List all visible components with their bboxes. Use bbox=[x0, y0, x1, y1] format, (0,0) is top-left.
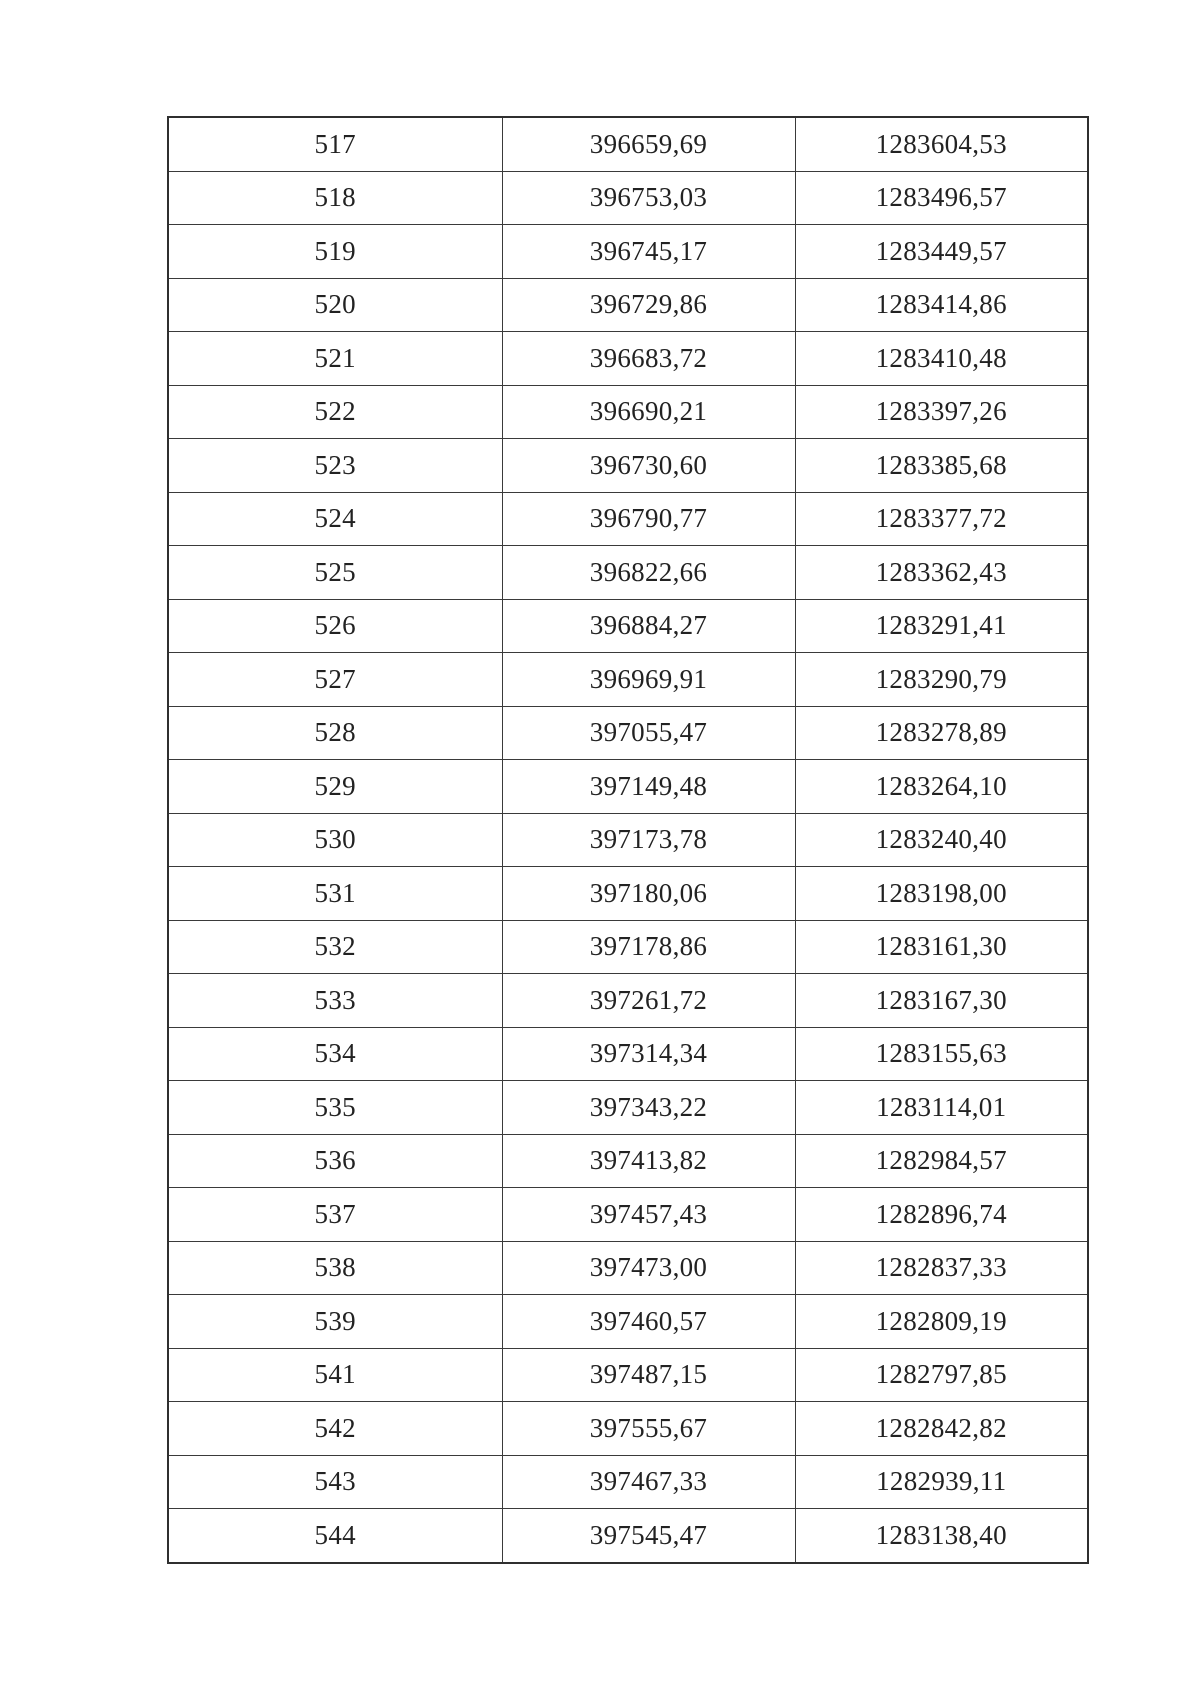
y-coordinate-cell: 1283496,57 bbox=[795, 171, 1088, 225]
point-number-cell: 527 bbox=[168, 653, 502, 707]
x-coordinate-cell: 396790,77 bbox=[502, 492, 795, 546]
x-coordinate-cell: 396730,60 bbox=[502, 439, 795, 493]
x-coordinate-cell: 397545,47 bbox=[502, 1509, 795, 1563]
y-coordinate-cell: 1283410,48 bbox=[795, 332, 1088, 386]
table-row bbox=[168, 1081, 1088, 1135]
y-coordinate-cell: 1283240,40 bbox=[795, 813, 1088, 867]
point-number-cell: 537 bbox=[168, 1188, 502, 1242]
y-coordinate-cell: 1283397,26 bbox=[795, 385, 1088, 439]
y-coordinate-cell: 1282939,11 bbox=[795, 1455, 1088, 1509]
point-number-cell: 530 bbox=[168, 813, 502, 867]
table-row bbox=[168, 171, 1088, 225]
x-coordinate-cell: 397473,00 bbox=[502, 1241, 795, 1295]
y-coordinate-cell: 1283167,30 bbox=[795, 974, 1088, 1028]
table-row bbox=[168, 867, 1088, 921]
point-number-cell: 528 bbox=[168, 706, 502, 760]
table-row bbox=[168, 546, 1088, 600]
point-number-cell: 518 bbox=[168, 171, 502, 225]
table-row bbox=[168, 599, 1088, 653]
point-number-cell: 536 bbox=[168, 1134, 502, 1188]
x-coordinate-cell: 396683,72 bbox=[502, 332, 795, 386]
point-number-cell: 544 bbox=[168, 1509, 502, 1563]
x-coordinate-cell: 396753,03 bbox=[502, 171, 795, 225]
y-coordinate-cell: 1282896,74 bbox=[795, 1188, 1088, 1242]
x-coordinate-cell: 396884,27 bbox=[502, 599, 795, 653]
table-row bbox=[168, 117, 1088, 171]
x-coordinate-cell: 397055,47 bbox=[502, 706, 795, 760]
point-number-cell: 529 bbox=[168, 760, 502, 814]
y-coordinate-cell: 1282842,82 bbox=[795, 1402, 1088, 1456]
x-coordinate-cell: 397467,33 bbox=[502, 1455, 795, 1509]
y-coordinate-cell: 1283362,43 bbox=[795, 546, 1088, 600]
x-coordinate-cell: 397413,82 bbox=[502, 1134, 795, 1188]
x-coordinate-cell: 396822,66 bbox=[502, 546, 795, 600]
y-coordinate-cell: 1283414,86 bbox=[795, 278, 1088, 332]
y-coordinate-cell: 1282797,85 bbox=[795, 1348, 1088, 1402]
table-row bbox=[168, 653, 1088, 707]
y-coordinate-cell: 1283161,30 bbox=[795, 920, 1088, 974]
y-coordinate-cell: 1283155,63 bbox=[795, 1027, 1088, 1081]
x-coordinate-cell: 397343,22 bbox=[502, 1081, 795, 1135]
x-coordinate-cell: 397261,72 bbox=[502, 974, 795, 1028]
x-coordinate-cell: 396690,21 bbox=[502, 385, 795, 439]
table-row bbox=[168, 1241, 1088, 1295]
table-row bbox=[168, 813, 1088, 867]
table-row bbox=[168, 974, 1088, 1028]
y-coordinate-cell: 1283291,41 bbox=[795, 599, 1088, 653]
table-row bbox=[168, 1027, 1088, 1081]
point-number-cell: 533 bbox=[168, 974, 502, 1028]
y-coordinate-cell: 1283198,00 bbox=[795, 867, 1088, 921]
table-row bbox=[168, 1295, 1088, 1349]
y-coordinate-cell: 1282984,57 bbox=[795, 1134, 1088, 1188]
x-coordinate-cell: 397487,15 bbox=[502, 1348, 795, 1402]
y-coordinate-cell: 1283138,40 bbox=[795, 1509, 1088, 1563]
table-row bbox=[168, 439, 1088, 493]
x-coordinate-cell: 397178,86 bbox=[502, 920, 795, 974]
y-coordinate-cell: 1283278,89 bbox=[795, 706, 1088, 760]
table-row bbox=[168, 278, 1088, 332]
point-number-cell: 522 bbox=[168, 385, 502, 439]
x-coordinate-cell: 396729,86 bbox=[502, 278, 795, 332]
y-coordinate-cell: 1282809,19 bbox=[795, 1295, 1088, 1349]
y-coordinate-cell: 1283290,79 bbox=[795, 653, 1088, 707]
x-coordinate-cell: 397460,57 bbox=[502, 1295, 795, 1349]
point-number-cell: 525 bbox=[168, 546, 502, 600]
table-row bbox=[168, 1402, 1088, 1456]
table-row bbox=[168, 760, 1088, 814]
x-coordinate-cell: 397555,67 bbox=[502, 1402, 795, 1456]
point-number-cell: 517 bbox=[168, 117, 502, 171]
point-number-cell: 538 bbox=[168, 1241, 502, 1295]
x-coordinate-cell: 397149,48 bbox=[502, 760, 795, 814]
table-row bbox=[168, 225, 1088, 279]
point-number-cell: 543 bbox=[168, 1455, 502, 1509]
point-number-cell: 524 bbox=[168, 492, 502, 546]
y-coordinate-cell: 1283377,72 bbox=[795, 492, 1088, 546]
x-coordinate-cell: 396745,17 bbox=[502, 225, 795, 279]
x-coordinate-cell: 396659,69 bbox=[502, 117, 795, 171]
point-number-cell: 526 bbox=[168, 599, 502, 653]
coordinates-table-body bbox=[168, 117, 1088, 1563]
coordinates-table bbox=[167, 116, 1089, 1564]
point-number-cell: 541 bbox=[168, 1348, 502, 1402]
table-row bbox=[168, 920, 1088, 974]
point-number-cell: 531 bbox=[168, 867, 502, 921]
point-number-cell: 539 bbox=[168, 1295, 502, 1349]
point-number-cell: 534 bbox=[168, 1027, 502, 1081]
point-number-cell: 532 bbox=[168, 920, 502, 974]
point-number-cell: 542 bbox=[168, 1402, 502, 1456]
y-coordinate-cell: 1282837,33 bbox=[795, 1241, 1088, 1295]
x-coordinate-cell: 397314,34 bbox=[502, 1027, 795, 1081]
point-number-cell: 520 bbox=[168, 278, 502, 332]
point-number-cell: 519 bbox=[168, 225, 502, 279]
table-row bbox=[168, 706, 1088, 760]
table-row bbox=[168, 332, 1088, 386]
y-coordinate-cell: 1283264,10 bbox=[795, 760, 1088, 814]
y-coordinate-cell: 1283449,57 bbox=[795, 225, 1088, 279]
x-coordinate-cell: 397457,43 bbox=[502, 1188, 795, 1242]
x-coordinate-cell: 397180,06 bbox=[502, 867, 795, 921]
table-row bbox=[168, 492, 1088, 546]
point-number-cell: 535 bbox=[168, 1081, 502, 1135]
table-row bbox=[168, 1348, 1088, 1402]
table-row bbox=[168, 1509, 1088, 1563]
table-row bbox=[168, 1455, 1088, 1509]
point-number-cell: 523 bbox=[168, 439, 502, 493]
table-row bbox=[168, 385, 1088, 439]
y-coordinate-cell: 1283385,68 bbox=[795, 439, 1088, 493]
y-coordinate-cell: 1283604,53 bbox=[795, 117, 1088, 171]
table-row bbox=[168, 1188, 1088, 1242]
y-coordinate-cell: 1283114,01 bbox=[795, 1081, 1088, 1135]
x-coordinate-cell: 396969,91 bbox=[502, 653, 795, 707]
x-coordinate-cell: 397173,78 bbox=[502, 813, 795, 867]
point-number-cell: 521 bbox=[168, 332, 502, 386]
table-row bbox=[168, 1134, 1088, 1188]
